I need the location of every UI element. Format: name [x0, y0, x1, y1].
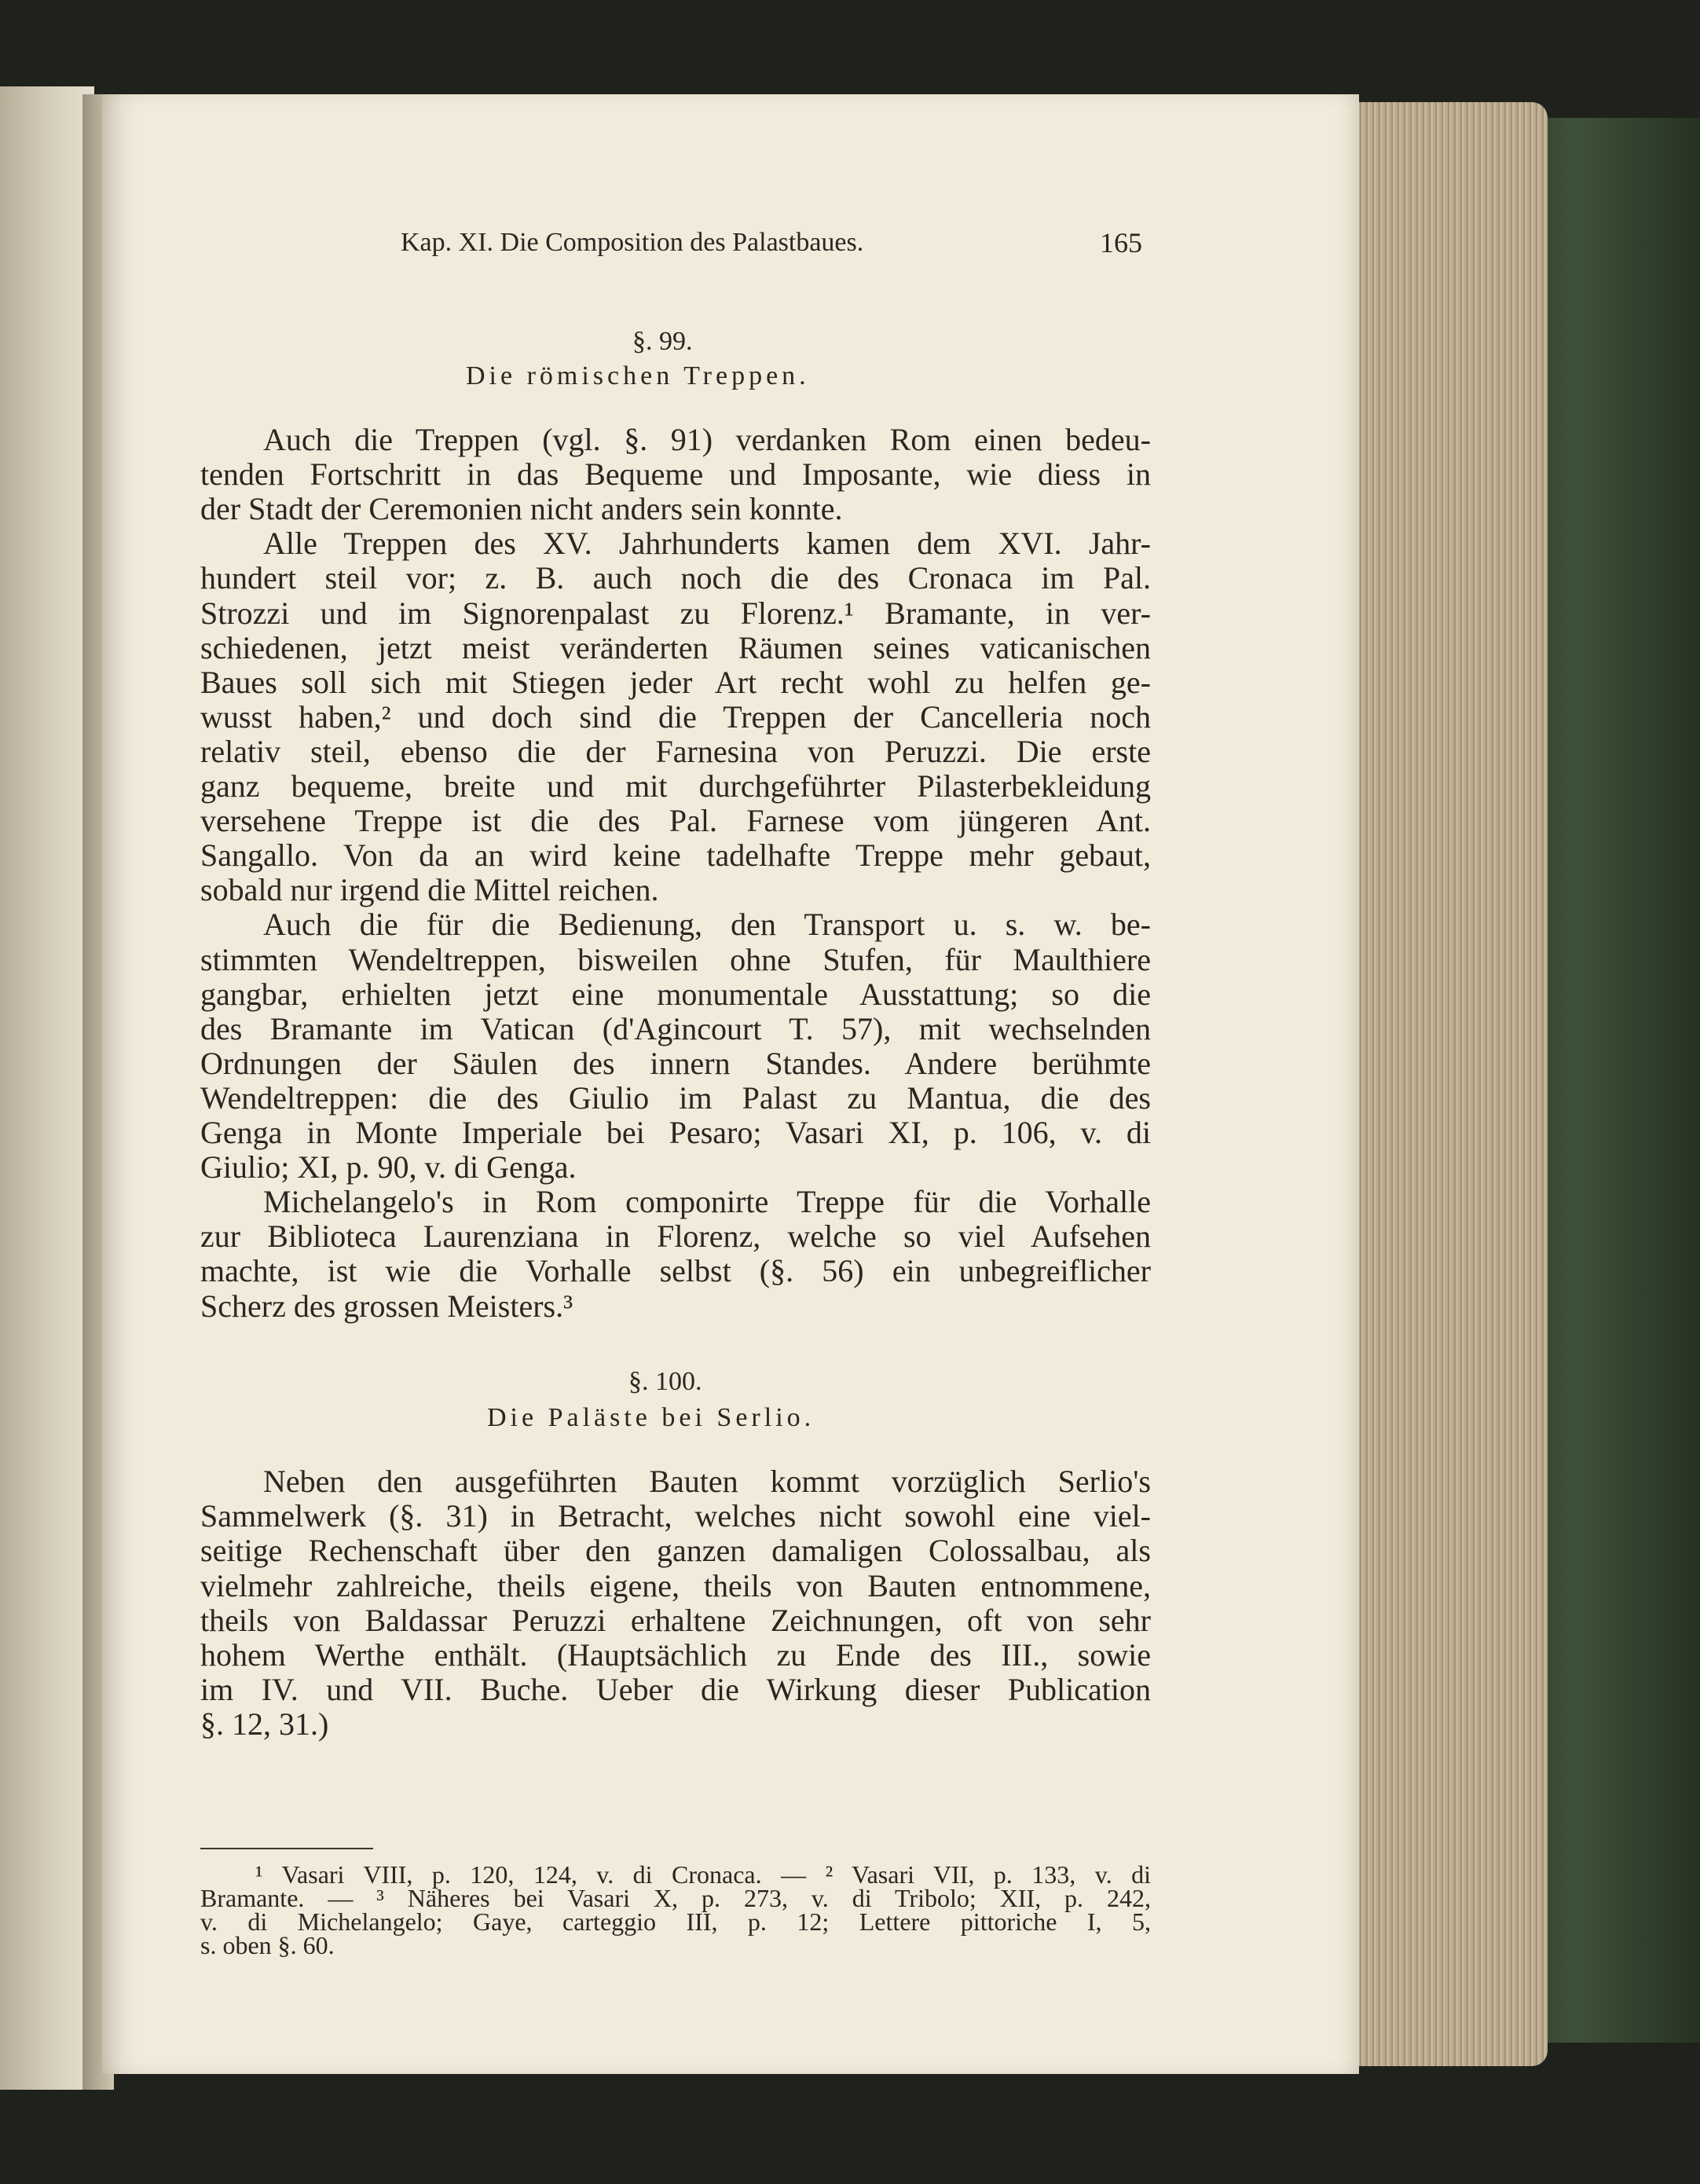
text-line: Auch die Treppen (vgl. §. 91) verdanken Rom einen bedeu-	[263, 422, 1151, 457]
text-line: theils von Baldassar Peruzzi erhaltene Zeichnungen, oft von sehr	[200, 1602, 1151, 1638]
text-line: ganz bequeme, breite und mit durchgeführter Pilasterbekleidung	[200, 768, 1151, 804]
running-title: Kap. XI. Die Composition des Palastbaues.	[401, 228, 864, 257]
footnote-rule	[200, 1848, 373, 1849]
text-line: relativ steil, ebenso die der Farnesina von Peruzzi. Die erste	[200, 733, 1151, 769]
text-line: Auch die für die Bedienung, den Transport u. s. w. be-	[263, 907, 1151, 943]
text-line: Ordnungen der Säulen des innern Standes. Andere berühmte	[200, 1045, 1151, 1081]
page-number: 165	[1100, 227, 1142, 258]
text-line: versehene Treppe ist die des Pal. Farnese vom jüngeren Ant.	[200, 803, 1151, 839]
text-line: der Stadt der Ceremonien nicht anders sein konnte.	[200, 491, 843, 527]
facing-page	[0, 86, 94, 2090]
text-line: hohem Werthe enthält. (Hauptsächlich zu Ende des III., sowie	[200, 1637, 1151, 1673]
text-line: sobald nur irgend die Mittel reichen.	[200, 872, 659, 908]
text-line: stimmten Wendeltreppen, bisweilen ohne Stufen, für Maulthiere	[200, 941, 1151, 977]
text-line: Genga in Monte Imperiale bei Pesaro; Vasari XI, p. 106, v. di	[200, 1115, 1151, 1150]
text-line: Alle Treppen des XV. Jahrhunderts kamen dem XVI. Jahr-	[263, 526, 1151, 562]
text-line: hundert steil vor; z. B. auch noch die des Cronaca im Pal.	[200, 560, 1151, 596]
text-line: Giulio; XI, p. 90, v. di Genga.	[200, 1149, 577, 1185]
text-line: des Bramante im Vatican (d'Agincourt T. 57), mit wechselnden	[200, 1010, 1151, 1046]
text-line: wusst haben,² und doch sind die Treppen der Cancelleria noch	[200, 698, 1151, 735]
footnote-line: ¹ Vasari VIII, p. 120, 124, v. di Cronaca. — ² Vasari VII, p. 133, v. di	[255, 1860, 1151, 1889]
text-line: Neben den ausgeführten Bauten kommt vorzüglich Serlio's	[263, 1464, 1151, 1499]
text-line: vielmehr zahlreiche, theils eigene, theils von Bauten entnommene,	[200, 1567, 1151, 1603]
section-100-title: Die Paläste bei Serlio.	[487, 1403, 815, 1432]
text-line: Scherz des grossen Meisters.³	[200, 1288, 573, 1324]
text-line: tenden Fortschritt in das Bequeme und Imposante, wie diess in	[200, 456, 1151, 493]
text-line: Baues soll sich mit Stiegen jeder Art recht wohl zu helfen ge-	[200, 664, 1151, 700]
page-edges	[1351, 102, 1548, 2066]
section-100-number: §. 100.	[628, 1367, 702, 1396]
text-line: Sangallo. Von da an wird keine tadelhafte Treppe mehr gebaut,	[200, 837, 1151, 874]
text-line: Sammelwerk (§. 31) in Betracht, welches nicht sowohl eine viel-	[200, 1498, 1151, 1534]
footnote-line: s. oben §. 60.	[200, 1931, 335, 1959]
text-line: schiedenen, jetzt meist veränderten Räumen seines vaticanischen	[200, 629, 1151, 665]
footnote-line: v. di Michelangelo; Gaye, carteggio III, p. 12; Lettere pittoriche I, 5,	[200, 1907, 1151, 1936]
text-line: Strozzi und im Signorenpalast zu Florenz.¹ Bramante, in ver-	[200, 595, 1151, 631]
text-line: machte, ist wie die Vorhalle selbst (§. 56) ein unbegreiflicher	[200, 1253, 1151, 1289]
section-99-number: §. 99.	[632, 327, 693, 356]
text-line: §. 12, 31.)	[200, 1706, 329, 1742]
text-line: seitige Rechenschaft über den ganzen damaligen Colossalbau, als	[200, 1533, 1151, 1569]
text-line: gangbar, erhielten jetzt eine monumentale Ausstattung; so die	[200, 976, 1151, 1012]
text-line: im IV. und VII. Buche. Ueber die Wirkung dieser Publication	[200, 1672, 1151, 1708]
text-line: Wendeltreppen: die des Giulio im Palast zu Mantua, die des	[200, 1079, 1151, 1116]
book-page	[102, 94, 1359, 2074]
text-line: Michelangelo's in Rom componirte Treppe für die Vorhalle	[263, 1184, 1151, 1220]
section-99-title: Die römischen Treppen.	[466, 361, 810, 390]
footnote-line: Bramante. — ³ Näheres bei Vasari X, p. 273, v. di Tribolo; XII, p. 242,	[200, 1884, 1151, 1912]
text-line: zur Biblioteca Laurenziana in Florenz, welche so viel Aufsehen	[200, 1218, 1151, 1255]
